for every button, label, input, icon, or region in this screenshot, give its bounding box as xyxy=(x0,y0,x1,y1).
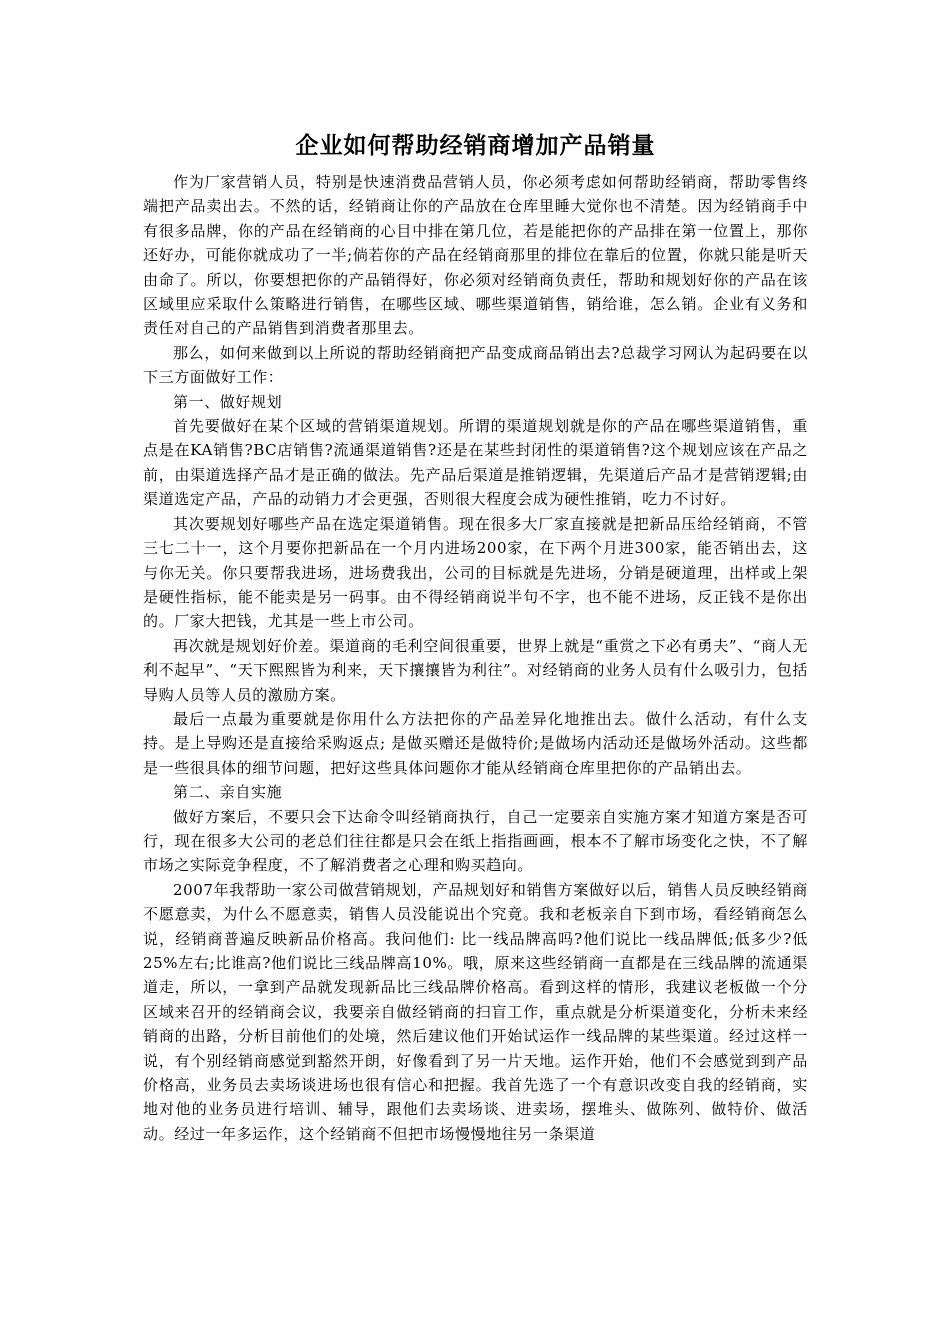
paragraph-price-planning: 再次就是规划好价差。渠道商的毛利空间很重要，世界上就是“重赏之下必有勇夫”、“商人无利不起早”、“天下熙熙皆为利来，天下攘攘皆为利往”。对经销商的业务人员有什么吸引力，包括导购人员等人员的激励方案。 xyxy=(143,636,808,704)
section-heading-planning: 第一、做好规划 xyxy=(173,392,283,411)
paragraph-product-planning: 其次要规划好哪些产品在选定渠道销售。现在很多大厂家直接就是把新品压给经销商，不管三七二十一，这个月要你把新品在一个月内进场200家，在下两个月进300家，能否销出去，这与你无关。你只要帮我进场，进场费我出，公司的目标就是先进场，分销是硬道理，出样或上架是硬性指标，能不能卖是另一码事。由不得经销商说半句不字，也不能不进场，反正钱不是你出的。厂家大把钱，尤其是一些上市公司。 xyxy=(143,514,808,631)
section-heading-implementation: 第二、亲自实施 xyxy=(173,783,283,802)
paragraph-question: 那么，如何来做到以上所说的帮助经销商把产品变成商品销出去?总裁学习网认为起码要在以下三方面做好工作： xyxy=(143,343,808,387)
document-title: 企业如何帮助经销商增加产品销量 xyxy=(295,132,656,159)
paragraph-case-2007: 2007年我帮助一家公司做营销规划，产品规划好和销售方案做好以后，销售人员反映经销商不愿意卖，为什么不愿意卖，销售人员没能说出个究竟。我和老板亲自下到市场，看经销商怎么说，经销商普遍反映新品价格高。我问他们: 比一线品牌高吗?他们说比一线品牌低;低多少?低25%左右;比谁高?他们说比三线品牌高10%。哦，原来这些经销商一直都是在三线品牌的流通渠道走，所以，一拿到产品就发现新品比三线品牌价格高。看到这样的情形，我建议老板做一个分区域来召开的经销商会议，我要亲自做经销商的扫盲工作，重点就是分析渠道变化，分析未来经销商的出路，分析目前他们的处境，然后建议他们开始试运作一线品牌的某些渠道。经过这样一说，有个别经销商感觉到豁然开朗，好像看到了另一片天地。运作开始，他们不会感觉到到产品价格高，业务员去卖场谈进场也很有信心和把握。我首先选了一个有意识改变自我的经销商，实地对他的业务员进行培训、辅导，跟他们去卖场谈、进卖场，摆堆头、做陈列、做特价、做活动。经过一年多运作，这个经销商不但把市场慢慢地往另一条渠道 xyxy=(143,880,808,1143)
paragraph-intro: 作为厂家营销人员，特别是快速消费品营销人员，你必须考虑如何帮助经销商，帮助零售终端把产品卖出去。不然的话，经销商让你的产品放在仓库里睡大觉你也不清楚。因为经销商手中有很多品牌，你的产品在经销商的心目中排在第几位，若是能把你的产品排在第一位置上，那你还好办，可能你就成功了一半;倘若你的产品在经销商那里的排位在靠后的位置，你就只能是听天由命了。所以，你要想把你的产品销得好，你必须对经销商负责任，帮助和规划好你的产品在该区域里应采取什么策略进行销售，在哪些区域、哪些渠道销售，销给谁，怎么销。企业有义务和责任对自己的产品销售到消费者那里去。 xyxy=(143,173,808,338)
document-page xyxy=(143,128,808,1146)
paragraph-differentiation: 最后一点最为重要就是你用什么方法把你的产品差异化地推出去。做什么活动，有什么支持。是上导购还是直接给采购返点; 是做买赠还是做特价;是做场内活动还是做场外活动。这些都是一些很具体的细节问题，把好这些具体问题你才能从经销商仓库里把你的产品销出去。 xyxy=(143,709,808,777)
paragraph-channel-planning: 首先要做好在某个区域的营销渠道规划。所谓的渠道规划就是你的产品在哪些渠道销售，重点是在KA销售?BC店销售?流通渠道销售?还是在某些封闭性的渠道销售?这个规划应该在产品之前，由渠道选择产品才是正确的做法。先产品后渠道是推销逻辑，先渠道后产品才是营销逻辑;由渠道选定产品，产品的动销力才会更强，否则很大程度会成为硬性推销，吃力不讨好。 xyxy=(143,417,808,509)
paragraph-implementation: 做好方案后，不要只会下达命令叫经销商执行，自己一定要亲自实施方案才知道方案是否可行，现在很多大公司的老总们往往都是只会在纸上指指画画，根本不了解市场变化之快，不了解市场之实际竞争程度，不了解消费者之心理和购买趋向。 xyxy=(143,807,808,875)
